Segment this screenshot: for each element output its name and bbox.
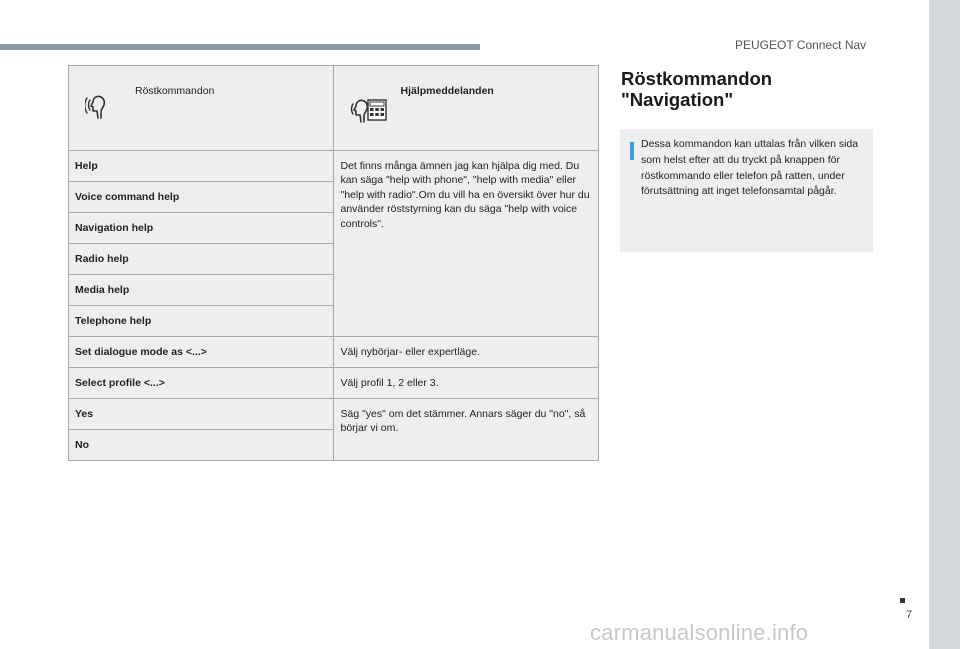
info-box: [620, 129, 873, 252]
command-cell: Help: [69, 151, 334, 182]
info-text: Dessa kommandon kan uttalas från vilken sida som helst efter att du tryckt på knappen för röstkommando eller telefon på ratten, under förutsättning att inget telefonsamtal pågår.: [641, 138, 859, 198]
command-cell: Yes: [69, 399, 334, 430]
command-cell: Voice command help: [69, 182, 334, 213]
command-cell: Navigation help: [69, 213, 334, 244]
table-row: [69, 368, 599, 399]
section-title-line1: Röstkommandon: [621, 68, 773, 89]
command-cell: Radio help: [69, 244, 334, 275]
voice-help-keypad-icon: [350, 92, 390, 132]
header-label-commands: Röstkommandon: [135, 85, 215, 97]
table-row: [69, 337, 599, 368]
brand-label: PEUGEOT Connect Nav: [735, 38, 867, 52]
table-header-row: [69, 66, 599, 151]
header-rule: [0, 44, 480, 50]
watermark: carmanualsonline.info: [590, 620, 809, 645]
section-title: [621, 68, 772, 111]
command-cell: Telephone help: [69, 306, 334, 337]
header-cell-commands: [69, 66, 334, 151]
message-cell-yesno: Säg "yes" om det stämmer. Annars säger du "no", så börjar vi om.: [334, 399, 599, 461]
message-cell: Välj nybörjar- eller expertläge.: [334, 337, 599, 368]
message-cell-help: Det finns många ämnen jag kan hjälpa dig med. Du kan säga "help with phone", "help with media" eller "help with radio".Om du vill ha en översikt över hur du använder röststyrning kan du säga "help with voice controls".: [334, 151, 599, 337]
side-strip: [929, 0, 960, 649]
message-cell: Välj profil 1, 2 eller 3.: [334, 368, 599, 399]
command-cell: Media help: [69, 275, 334, 306]
info-icon: [630, 142, 634, 160]
table-row: [69, 399, 599, 430]
command-cell: Set dialogue mode as <...>: [69, 337, 334, 368]
voice-command-icon: [85, 92, 115, 126]
section-title-line2: "Navigation": [621, 89, 734, 111]
table-row: [69, 151, 599, 182]
page-number: 7: [906, 609, 913, 621]
header-cell-messages: [334, 66, 599, 151]
voice-commands-table: [68, 65, 599, 461]
header-label-messages: Hjälpmeddelanden: [400, 85, 494, 97]
command-cell: No: [69, 430, 334, 461]
page-marker: [900, 598, 905, 603]
command-cell: Select profile <...>: [69, 368, 334, 399]
